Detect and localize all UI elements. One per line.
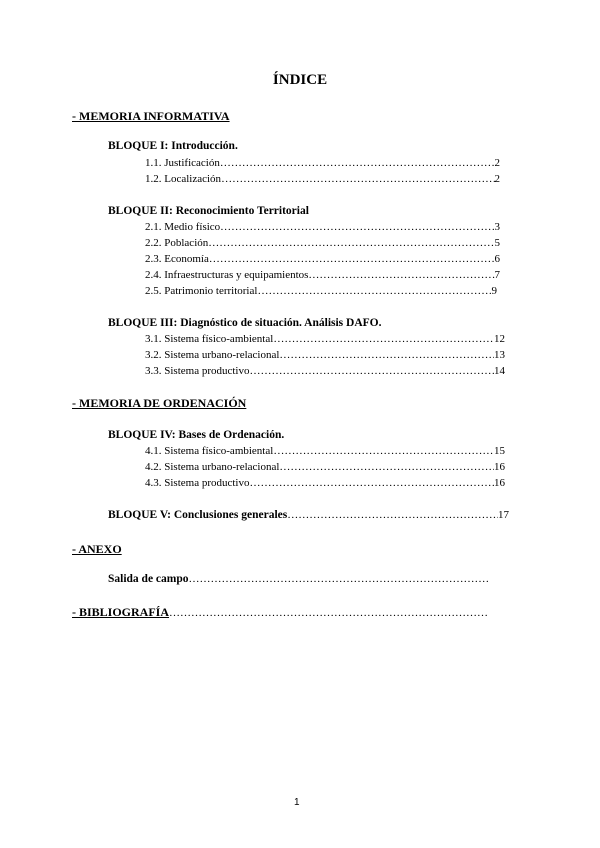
toc-entry-label: 2.5. Patrimonio territorial xyxy=(145,285,258,297)
toc-entry-label: 4.1. Sistema físico-ambiental xyxy=(145,445,274,457)
toc-entry-label: 3.3. Sistema productivo xyxy=(145,365,250,377)
toc-entry-page: 9 xyxy=(491,285,497,297)
toc-entry-bibliografia xyxy=(72,605,488,620)
toc-entry-1-2 xyxy=(145,173,500,185)
leader-dots xyxy=(250,365,495,377)
toc-entry-page: 3 xyxy=(494,221,500,233)
toc-entry-salida-de-campo xyxy=(108,573,490,585)
toc-entry-3-1 xyxy=(145,333,505,345)
section-memoria-ordenacion: - MEMORIA DE ORDENACIÓN xyxy=(72,396,247,410)
toc-entry-2-3 xyxy=(145,253,500,265)
leader-dots xyxy=(189,573,490,585)
page-title: ÍNDICE xyxy=(272,72,328,88)
toc-entry-4-2 xyxy=(145,461,505,473)
toc-entry-page: 16 xyxy=(494,461,505,473)
toc-entry-label: 3.1. Sistema físico-ambiental xyxy=(145,333,274,345)
toc-entry-page: 7 xyxy=(494,269,500,281)
leader-dots xyxy=(279,461,494,473)
leader-dots xyxy=(220,221,494,233)
section-bibliografia: - BIBLIOGRAFÍA xyxy=(72,605,170,619)
leader-dots xyxy=(208,237,494,249)
toc-entry-label: 3.2. Sistema urbano-relacional xyxy=(145,349,280,361)
toc-entry-2-1 xyxy=(145,221,500,233)
toc-entry-page: 17 xyxy=(498,509,509,521)
toc-entry-page: 15 xyxy=(494,445,505,457)
toc-entry-4-3 xyxy=(145,477,505,489)
bloque-2-heading xyxy=(108,205,309,217)
toc-entry-3-3 xyxy=(145,365,505,377)
leader-dots xyxy=(287,509,498,521)
bloque-1-heading: BLOQUE I: Introducción. xyxy=(108,140,238,152)
toc-entry-2-4 xyxy=(145,269,500,281)
section-memoria-informativa: - MEMORIA INFORMATIVA xyxy=(72,109,230,123)
leader-dots xyxy=(220,157,495,169)
toc-entry-4-1 xyxy=(145,445,505,457)
toc-entry-page: 6 xyxy=(494,253,500,265)
leader-dots xyxy=(169,607,488,619)
section-anexo: - ANEXO xyxy=(72,542,122,556)
toc-entry-label: 2.3. Economía xyxy=(145,253,209,265)
toc-entry-3-2 xyxy=(145,349,505,361)
leader-dots xyxy=(279,349,494,361)
toc-entry-page: 12 xyxy=(494,333,505,345)
leader-dots xyxy=(273,333,494,345)
toc-entry-page: 2 xyxy=(494,173,500,185)
toc-entry-page: 14 xyxy=(494,365,505,377)
leader-dots xyxy=(221,173,494,185)
toc-entry-page: 13 xyxy=(494,349,505,361)
toc-entry-page: 5 xyxy=(494,237,500,249)
toc-entry-bloque-5 xyxy=(108,509,509,521)
toc-entry-label: 1.2. Localización xyxy=(145,173,222,185)
toc-entry-label: 4.2. Sistema urbano-relacional xyxy=(145,461,280,473)
toc-entry-label: 2.2. Población xyxy=(145,237,209,249)
page-number: 1 xyxy=(294,797,300,808)
toc-entry-1-1 xyxy=(145,157,500,169)
bloque-2-heading-bold: BLOQUE II xyxy=(108,205,170,217)
toc-entry-page: 16 xyxy=(494,477,505,489)
leader-dots xyxy=(250,477,495,489)
toc-entry-page: 2 xyxy=(494,157,500,169)
bloque-2-heading-rest: : Reconocimiento Territorial xyxy=(169,205,309,217)
toc-entry-label: 1.1. Justificación xyxy=(145,157,220,169)
toc-entry-2-2 xyxy=(145,237,500,249)
toc-entry-label: 2.4. Infraestructuras y equipamientos xyxy=(145,269,309,281)
bloque-4-heading: BLOQUE IV: Bases de Ordenación. xyxy=(108,429,285,441)
toc-entry-label: 4.3. Sistema productivo xyxy=(145,477,250,489)
bloque-5-heading: BLOQUE V: Conclusiones generales xyxy=(108,509,288,521)
leader-dots xyxy=(273,445,494,457)
toc-entry-label: 2.1. Medio físico xyxy=(145,221,221,233)
bloque-3-heading: BLOQUE III: Diagnóstico de situación. Análisis DAFO. xyxy=(108,317,382,329)
salida-de-campo-label: Salida de campo xyxy=(108,573,189,585)
toc-entry-2-5 xyxy=(145,285,497,297)
leader-dots xyxy=(308,269,494,281)
leader-dots xyxy=(257,285,491,297)
leader-dots xyxy=(209,253,495,265)
